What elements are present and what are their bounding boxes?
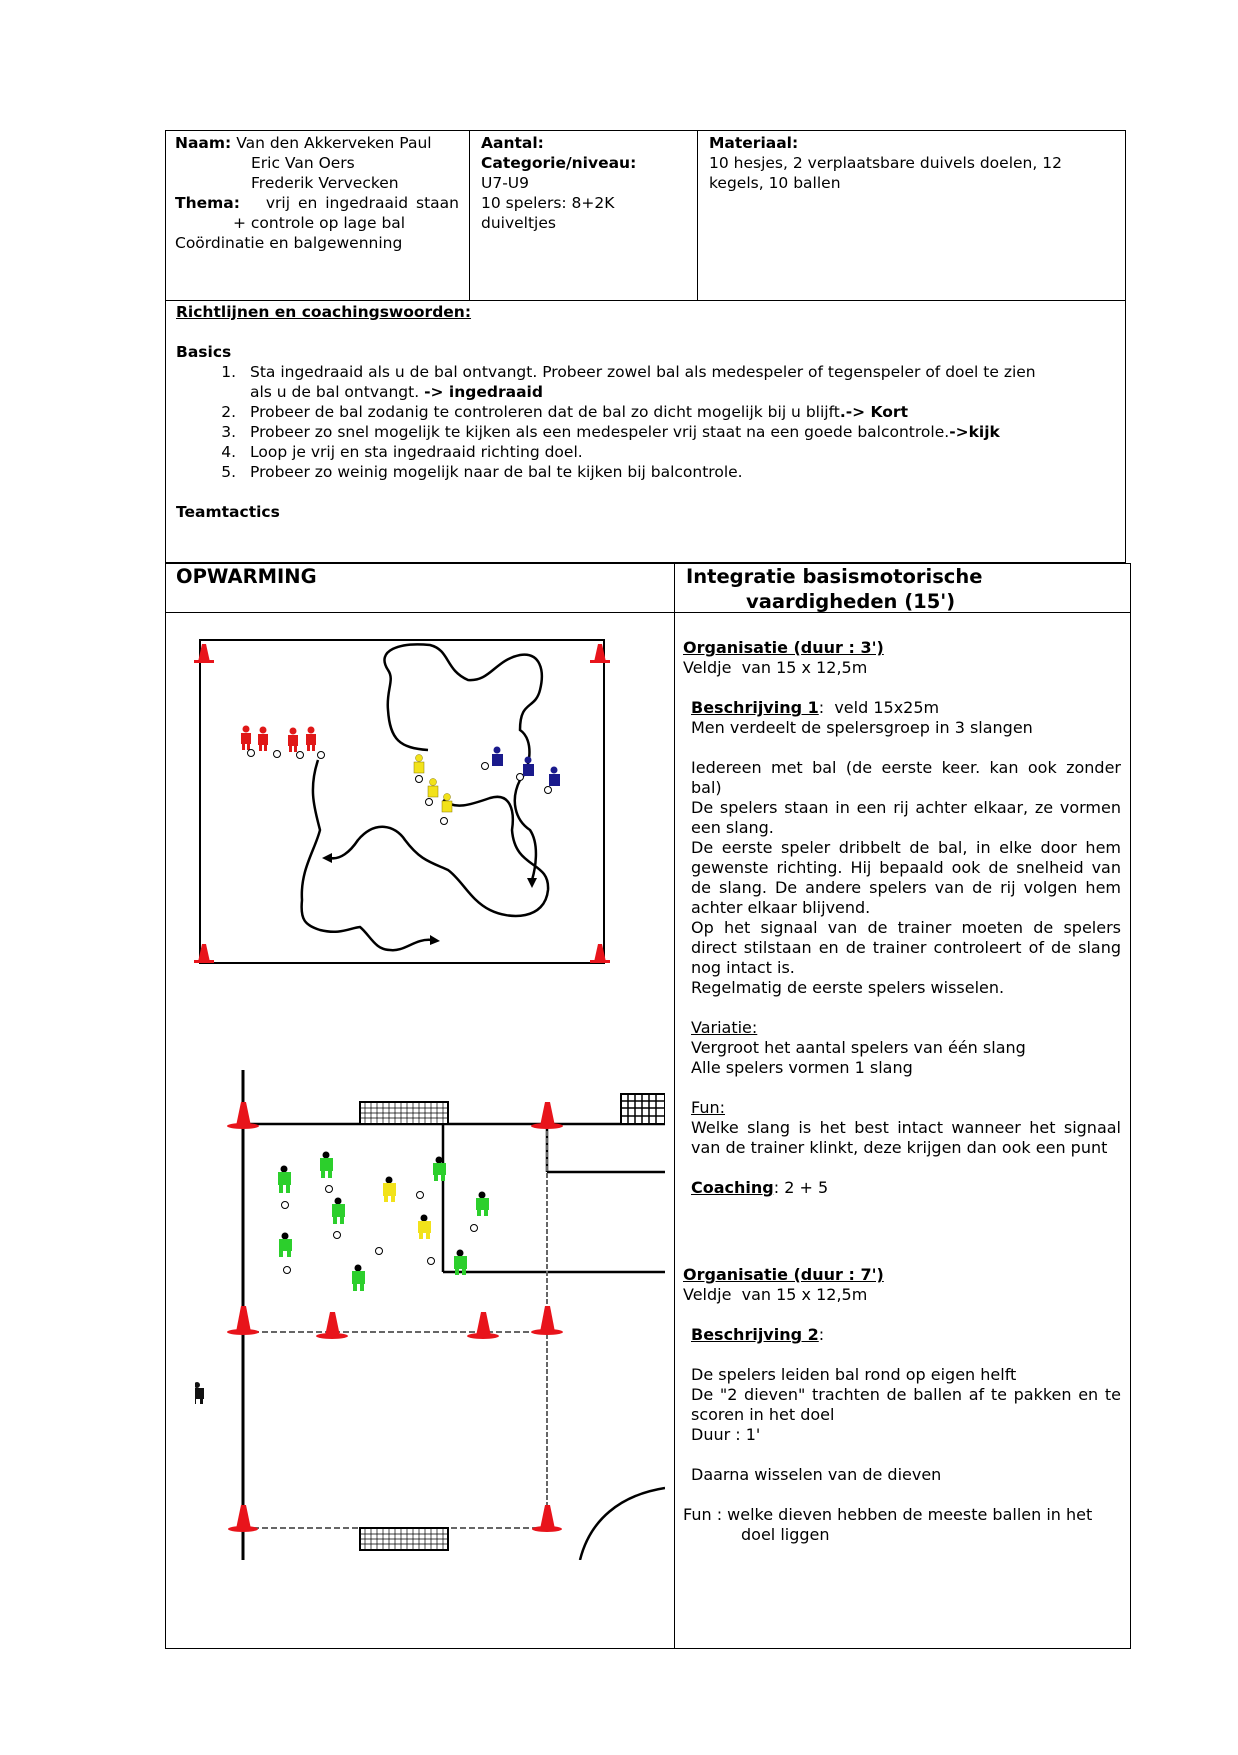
- cone-icon: [467, 1312, 499, 1339]
- desc-suffix: :: [818, 1325, 825, 1344]
- paragraph: Regelmatig de eerste spelers wisselen.: [691, 978, 1005, 997]
- player-icon: [476, 1192, 489, 1217]
- guidelines-title: Richtlijnen en coachingswoorden:: [176, 303, 472, 321]
- player-icon: [288, 728, 298, 753]
- item-number: 3.: [221, 423, 236, 441]
- divider: [674, 563, 675, 1649]
- cone-icon: [227, 1102, 259, 1129]
- paragraph: De spelers staan in een rij achter elkaar, ze vormen een slang.: [691, 798, 1121, 837]
- thema-value: vrij en ingedraaid staan: [265, 194, 459, 212]
- trainer-icon: [195, 1382, 204, 1404]
- balls: [248, 750, 552, 825]
- player-icon: [523, 757, 534, 777]
- snake-drill-diagram: [190, 630, 610, 970]
- field-border: [200, 640, 604, 963]
- coaching-title: Coaching: [691, 1178, 774, 1197]
- ball-icon: [284, 1267, 291, 1274]
- item-text: Probeer zo weinig mogelijk naar de bal te kijken bij balcontrole.: [250, 463, 743, 481]
- snake-path: [302, 760, 432, 950]
- goal-icon: [360, 1528, 448, 1550]
- list-item: [176, 402, 1116, 422]
- ball-icon: [334, 1232, 341, 1239]
- goal-icon: [621, 1094, 665, 1124]
- fun-title: Fun:: [691, 1098, 725, 1117]
- player-icon: [320, 1152, 333, 1179]
- item-number: 2.: [221, 403, 236, 421]
- basics-title: Basics: [176, 343, 232, 361]
- player-icon: [549, 767, 560, 787]
- org-title: Organisatie (duur : 3'): [683, 638, 884, 657]
- player-icon: [258, 727, 268, 752]
- coaching-line: [683, 1178, 1121, 1198]
- cone-icon: [531, 1102, 563, 1129]
- paragraph: Duur : 1': [691, 1425, 761, 1444]
- player-icon: [383, 1177, 396, 1203]
- thema-label: Thema:: [175, 194, 240, 212]
- ball-icon: [441, 818, 448, 825]
- ball-icon: [282, 1202, 289, 1209]
- paragraph: Op het signaal van de trainer moeten de spelers direct stilstaan en de trainer controleert of de slang nog intact is.: [691, 918, 1121, 977]
- player-icon: [418, 1215, 431, 1240]
- player-icon: [306, 727, 316, 752]
- ball-icon: [428, 1258, 435, 1265]
- org-text: Veldje van 15 x 12,5m: [683, 1285, 868, 1304]
- yellow-team-players: [414, 755, 452, 813]
- aantal-cell: [470, 130, 698, 301]
- player-icon: [492, 747, 503, 767]
- thema-extra: Coördinatie en balgewenning: [175, 234, 403, 252]
- player-icon: [442, 794, 452, 813]
- desc-suffix: : veld 15x25m: [818, 698, 940, 717]
- guidelines-section: [176, 302, 1116, 522]
- player-icon: [414, 755, 424, 774]
- red-team-players: [241, 726, 316, 753]
- exercise-1-text: [683, 638, 1121, 1198]
- list-item: [176, 462, 1116, 482]
- ball-icon: [416, 776, 423, 783]
- cone-icon: [316, 1312, 348, 1339]
- divider: [165, 612, 1131, 613]
- item-text: Loop je vrij en sta ingedraaid richting doel.: [250, 443, 583, 461]
- section-subtitle: Integratie basismotorische: [686, 565, 983, 588]
- ball-icon: [517, 774, 524, 781]
- categorie-value: U7-U9: [481, 174, 530, 192]
- list-item: [176, 422, 1116, 442]
- materiaal-value: 10 hesjes, 2 verplaatsbare duivels doelen, 12: [709, 154, 1062, 172]
- naam-value: Eric Van Oers: [251, 154, 355, 172]
- exercise-2-text: [683, 1265, 1121, 1545]
- fun-line: Fun : welke dieven hebben de meeste ballen in het: [683, 1505, 1093, 1524]
- cone-icon: [194, 944, 214, 963]
- item-text: Probeer de bal zodanig te controleren dat de bal zo dicht mogelijk bij u blijft.-> Kort: [250, 403, 908, 421]
- aantal-label: Aantal:: [481, 134, 544, 152]
- cone-icon: [532, 1505, 562, 1532]
- snake-path: [330, 797, 548, 916]
- item-text: Sta ingedraaid als u de bal ontvangt. Probeer zowel bal als medespeler of tegenspeler of doel te zien als u de bal ontvangt. -> ingedraaid: [250, 363, 1036, 401]
- paragraph: Daarna wisselen van de dieven: [691, 1465, 942, 1484]
- paragraph: Iedereen met bal (de eerste keer. kan ook zonder bal): [691, 758, 1121, 797]
- ball-icon: [274, 751, 281, 758]
- ball-icon: [471, 1225, 478, 1232]
- fun-text: Welke slang is het best intact wanneer het signaal van de trainer klinkt, deze krijgen dan ook een punt: [691, 1118, 1121, 1157]
- coaching-value: : 2 + 5: [773, 1178, 829, 1197]
- section-subtitle: vaardigheden (15'): [746, 590, 956, 613]
- ball-icon: [376, 1248, 383, 1255]
- paragraph: De "2 dieven" trachten de ballen af te pakken en te scoren in het doel: [691, 1385, 1121, 1424]
- categorie-label: Categorie/niveau:: [481, 154, 637, 172]
- ball-icon: [248, 750, 255, 757]
- materiaal-cell: [698, 130, 1126, 301]
- fun-line: doel liggen: [741, 1525, 830, 1544]
- list-item: [176, 362, 1116, 402]
- player-icon: [332, 1198, 345, 1225]
- categorie-value: duiveltjes: [481, 214, 556, 232]
- cone-icon: [228, 1505, 258, 1532]
- desc-line: Men verdeelt de spelersgroep in 3 slangen: [691, 718, 1033, 737]
- desc-heading: [683, 698, 1121, 718]
- item-text: Probeer zo snel mogelijk te kijken als een medespeler vrij staat na een goede balcontrole.->kijk: [250, 423, 1000, 441]
- ball-icon: [426, 799, 433, 806]
- thieves-drill-diagram: [195, 1070, 665, 1560]
- goal-icon: [360, 1102, 448, 1124]
- player-icon: [428, 779, 438, 798]
- cone-icon: [227, 1306, 259, 1335]
- player-icon: [279, 1233, 292, 1258]
- ball-icon: [417, 1192, 424, 1199]
- item-number: 5.: [221, 463, 236, 481]
- variatie-line: Alle spelers vormen 1 slang: [691, 1058, 913, 1077]
- ball-icon: [326, 1186, 333, 1193]
- desc-title: Beschrijving 1: [691, 698, 819, 717]
- player-icon: [278, 1166, 291, 1194]
- paragraph: De eerste speler dribbelt de bal, in elke door hem gewenste richting. Hij bepaald ook de snelheid van de slang. De andere spelers van de rij volgen hem achter elkaar blijvend.: [691, 838, 1121, 917]
- desc-heading: [683, 1325, 1121, 1345]
- arrow-icon: [430, 935, 440, 945]
- blue-team-players: [492, 747, 560, 787]
- desc-title: Beschrijving 2: [691, 1325, 819, 1344]
- categorie-value: 10 spelers: 8+2K: [481, 194, 615, 212]
- paragraph: De spelers leiden bal rond op eigen helft: [691, 1365, 1017, 1384]
- arrow-icon: [527, 878, 537, 888]
- item-number: 4.: [221, 443, 236, 461]
- green-team-players: [278, 1152, 489, 1292]
- player-icon: [241, 726, 251, 751]
- item-number: 1.: [221, 363, 236, 381]
- cone-icon: [531, 1306, 563, 1335]
- cone-icon: [590, 944, 610, 963]
- penalty-arc: [580, 1488, 665, 1560]
- materiaal-label: Materiaal:: [709, 134, 799, 152]
- ball-icon: [297, 752, 304, 759]
- ball-icon: [318, 752, 325, 759]
- yellow-team-players: [383, 1177, 431, 1240]
- cones: [227, 1102, 563, 1532]
- ball-icon: [482, 763, 489, 770]
- player-icon: [352, 1265, 365, 1292]
- ball-icon: [545, 787, 552, 794]
- arrow-icon: [322, 853, 332, 863]
- thema-value: + controle op lage bal: [233, 214, 406, 232]
- naam-value: Frederik Vervecken: [251, 174, 399, 192]
- naam-value: Van den Akkerveken Paul: [236, 134, 432, 152]
- variatie-line: Vergroot het aantal spelers van één slang: [691, 1038, 1026, 1057]
- teamtactics-title: Teamtactics: [176, 503, 280, 521]
- materiaal-value: kegels, 10 ballen: [709, 174, 841, 192]
- balls: [282, 1186, 478, 1274]
- section-title: OPWARMING: [176, 565, 317, 588]
- cone-icon: [590, 644, 610, 663]
- org-title: Organisatie (duur : 7'): [683, 1265, 884, 1284]
- variatie-title: Variatie:: [691, 1018, 758, 1037]
- naam-cell: [165, 130, 470, 301]
- org-text: Veldje van 15 x 12,5m: [683, 658, 868, 677]
- cone-icon: [194, 644, 214, 663]
- naam-label: Naam:: [175, 134, 232, 152]
- list-item: [176, 442, 1116, 462]
